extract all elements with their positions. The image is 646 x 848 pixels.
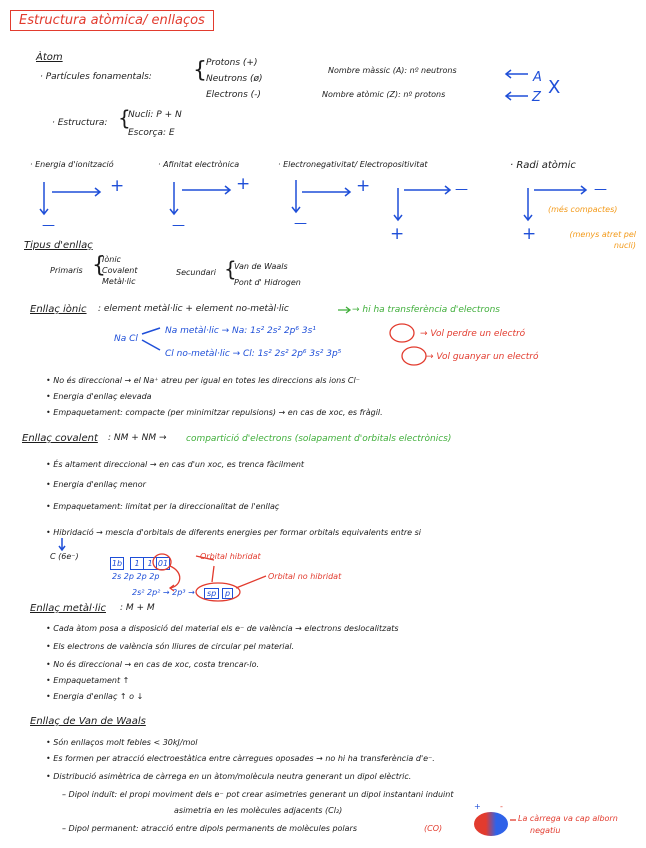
primary-ionic: Iònic: [102, 255, 121, 264]
page-title: Estructura atòmica/ enllaços: [10, 10, 214, 31]
ionic-definition: : element metàl·lic + element no-metàl·lic: [98, 304, 289, 314]
secondary-label: Secundari: [176, 268, 217, 277]
vdw-bullet-3: • Distribució asimètrica de càrrega en un àtom/molècula neutra generant un dipol elèctric.: [46, 772, 412, 781]
sodium-result: → Vol perdre un electró: [420, 329, 526, 339]
ionic-transfer: → hi ha transferència d'electrons: [352, 305, 500, 315]
covalent-definition: : NM + NM →: [108, 433, 167, 443]
orbital-box-2p-3: 01: [157, 559, 169, 568]
chlorine-result: → Vol guanyar un electró: [426, 352, 539, 362]
structure-brace: {: [118, 106, 131, 130]
metallic-bullet-1: • Cada àtom posa a disposició del material els e⁻ de valència → electrons deslocalitzats: [46, 624, 399, 633]
orbital-box-2p-1: 1: [130, 557, 144, 570]
vdw-bullet-2: • Es formen per atracció electroestàtica entre càrregues oposades → no hi ha transferència d'e⁻.: [46, 754, 435, 763]
metallic-definition: : M + M: [120, 603, 155, 613]
ionic-heading: Enllaç iònic: [30, 304, 87, 315]
particles-label: · Partícules fonamentals:: [40, 72, 152, 82]
charge-note-line-2: negatiu: [530, 826, 561, 835]
radius-compact-note: (més compactes): [548, 205, 618, 214]
metallic-bullet-5: • Energia d'enllaç ↑ o ↓: [46, 692, 144, 701]
structure-shell: Escorça: E: [128, 128, 175, 138]
dipole-plus: +: [474, 802, 481, 811]
particle-electrons: Electrons (-): [206, 90, 261, 100]
trend-electron-affinity: · Afinitat electrònica: [158, 160, 240, 169]
bond-types-heading: Tipus d'enllaç: [24, 240, 93, 251]
hybrid-sp-box: sp: [204, 588, 219, 599]
chlorine-line: Cl no-metàl·lic → Cl: 1s² 2s² 2p⁶ 3s² 3p⁵: [165, 349, 342, 359]
primary-brace: {: [92, 253, 106, 278]
nacl-label: Na Cl: [114, 334, 138, 344]
mass-number: Nombre màssic (A): nº neutrons: [328, 66, 457, 75]
vdw-bullet-1: • Són enllaços molt febles < 30kJ/mol: [46, 738, 198, 747]
vdw-heading: Enllaç de Van de Waals: [30, 716, 146, 727]
covalent-sharing: compartició d'electrons (solapament d'orbitals electrònics): [186, 434, 452, 444]
affinity-minus: —: [172, 218, 185, 233]
primary-metallic: Metàl·lic: [102, 277, 136, 286]
metallic-bullet-3: • No és direccional → en cas de xoc, costa trencar-lo.: [46, 660, 260, 669]
covalent-bullet-4: • Hibridació → mescla d'orbitals de diferents energies per formar orbitals equivalents entre si: [46, 528, 421, 537]
element-symbol: X: [548, 77, 561, 98]
non-hybrid-orbital-label: Orbital no hibridat: [268, 572, 342, 581]
particles-brace: {: [193, 58, 207, 83]
electronegativity-minus: —: [294, 216, 307, 231]
structure-label: · Estructura:: [52, 118, 108, 128]
particle-protons: Protons (+): [206, 58, 258, 68]
hybridization-line: 2s² 2p² → 2p³ →: [132, 588, 195, 597]
ionization-plus: +: [110, 176, 125, 196]
atomic-number-symbol: Z: [532, 90, 541, 105]
orbital-box-2p-2: 1: [143, 557, 157, 570]
primary-covalent: Covalent: [102, 266, 138, 275]
radius-plus: +: [522, 224, 537, 244]
particle-neutrons: Neutrons (ø): [206, 74, 263, 84]
metallic-bullet-2: • Els electrons de valència són lliures de circular pel material.: [46, 642, 295, 651]
trend-ionization: · Energia d'ionització: [30, 160, 114, 169]
metallic-bullet-4: • Empaquetament ↑: [46, 676, 130, 685]
ionic-bullet-1: • No és direccional → el Na⁺ atreu per igual en totes les direccions als ions Cl⁻: [46, 376, 360, 385]
affinity-plus: +: [236, 174, 251, 194]
induced-dipole: – Dipol induït: el propi moviment dels e⁻ pot crear asimetries generant un dipol instantani induint: [62, 790, 454, 799]
radius-nucleus-note: (menys atret pel nucli): [569, 230, 636, 250]
permanent-dipole: – Dipol permanent: atracció entre dipols permanents de molècules polars: [62, 824, 358, 833]
covalent-bullet-1: • És altament direccional → en cas d'un xoc, es trenca fàcilment: [46, 460, 305, 469]
radius-minus: —: [594, 182, 607, 197]
covalent-heading: Enllaç covalent: [22, 433, 98, 444]
metallic-heading: Enllaç metàl·lic: [30, 603, 106, 614]
dipole-minus: -: [500, 802, 503, 811]
electropositivity-minus: —: [455, 182, 468, 197]
ionization-minus: —: [42, 218, 55, 233]
sodium-line: Na metàl·lic → Na: 1s² 2s² 2p⁶ 3s¹: [165, 326, 316, 336]
electronegativity-plus: +: [356, 176, 371, 196]
covalent-bullet-2: • Energia d'enllaç menor: [46, 480, 146, 489]
trend-atomic-radius: · Radi atòmic: [510, 160, 576, 171]
atom-heading: Àtom: [36, 52, 63, 63]
induced-dipole-cont: asimetria en les molècules adjacents (Cl₂): [174, 806, 343, 815]
hybrid-orbital-label: Orbital hibridat: [200, 552, 261, 561]
trend-electronegativity: · Electronegativitat/ Electropositivitat: [278, 160, 428, 169]
permanent-dipole-example: (CO): [424, 824, 443, 833]
secondary-vdw: Van de Waals: [234, 262, 288, 271]
secondary-brace: {: [224, 257, 237, 281]
carbon-label: C (6e⁻): [50, 552, 79, 561]
primary-label: Primaris: [50, 266, 83, 275]
hybrid-p-box: p: [222, 588, 233, 599]
orbital-labels: 2s 2p 2p 2p: [112, 572, 160, 581]
ionic-bullet-2: • Energia d'enllaç elevada: [46, 392, 152, 401]
orbital-box-2s: 1b: [111, 559, 123, 568]
atomic-number: Nombre atòmic (Z): nº protons: [322, 90, 446, 99]
secondary-hydrogen: Pont d' Hidrogen: [234, 278, 301, 287]
covalent-bullet-3: • Empaquetament: limitat per la direccionalitat de l'enllaç: [46, 502, 280, 511]
ionic-bullet-3: • Empaquetament: compacte (per minimitzar repulsions) → en cas de xoc, es fràgil.: [46, 408, 383, 417]
structure-nucleus: Nucli: P + N: [128, 110, 182, 120]
charge-note-line-1: La càrrega va cap alborn: [518, 814, 618, 823]
mass-number-symbol: A: [533, 70, 542, 85]
electropositivity-plus: +: [390, 224, 405, 244]
